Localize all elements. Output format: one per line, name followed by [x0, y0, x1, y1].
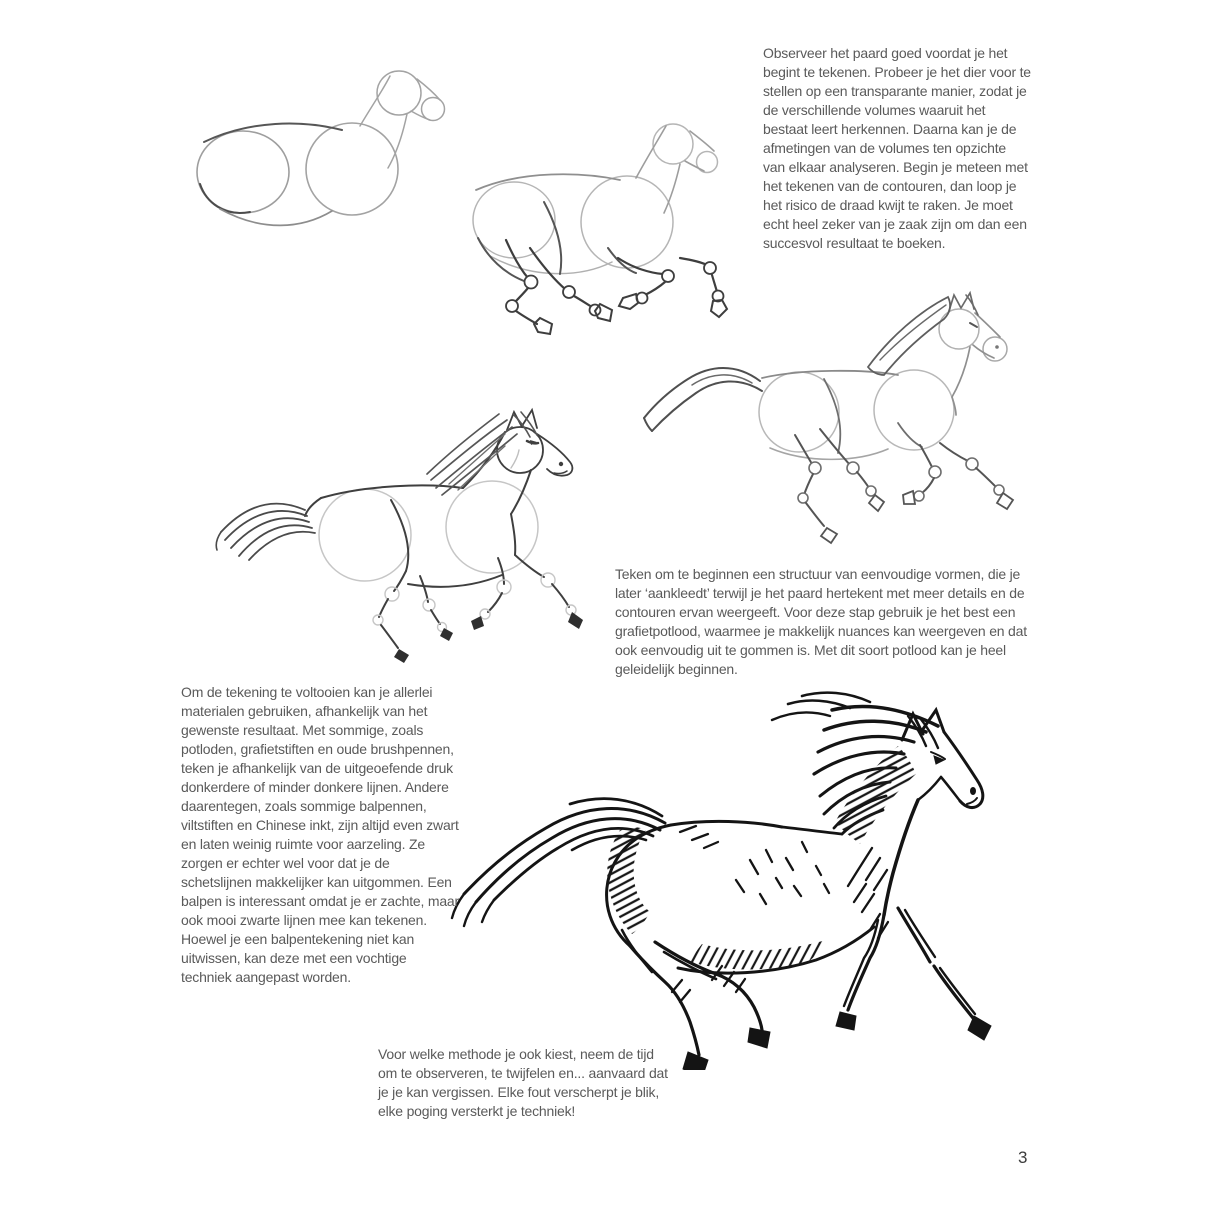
paragraph-observe: Observeer het paard goed voordat je het begint te tekenen. Probeer je het dier voor te stellen op een transparante manier, zodat je de verschillende volumes waaruit het bestaat leert herkennen. Daarna kan je de afmetingen van de volumes ten opzichte van elkaar analyseren. Begin je meteen met het tekenen van de contouren, dan loop je het risico de draad kwijt te raken. Je moet echt heel zeker van je zaak zijn om dan een succesvol resultaat te boeken.	[763, 45, 1031, 251]
paragraph-materials: Om de tekening te voltooien kan je allerlei materialen gebruiken, afhankelijk van het gewenste resultaat. Met sommige, zoals potloden, grafietstiften en oude brushpennen, teken je afhankelijk van de uitgeoefende druk donkerdere of minder donkere lijnen. Andere daarentegen, zoals sommige balpennen, viltstiften en Chinese inkt, zijn altijd even zwart en laten weinig ruimte voor aarzeling. Ze zorgen er echter wel voor dat je de schetslijnen makkelijker kan uitgommen. Een balpen is interessant omdat je er zachte, maar ook mooi zwarte lijnen mee kan tekenen. Hoewel je een balpentekening niet kan uitwissen, kan deze met een vochtige techniek aangepast worden.	[181, 684, 459, 985]
figure-step4-pencil-drawing	[215, 400, 620, 670]
figure-step3-structure-mane-tail	[640, 285, 1035, 555]
page-number: 3	[1018, 1148, 1028, 1167]
figure-step1-basic-volumes	[190, 62, 480, 247]
paragraph-method: Voor welke methode je ook kiest, neem de tijd om te observeren, te twijfelen en... aanvaard dat je je kan vergissen. Elke fout verscherpt je blik, elke poging versterkt je techniek!	[378, 1046, 668, 1119]
paragraph-structure: Teken om te beginnen een structuur van eenvoudige vormen, die je later ‘aankleedt’ terwijl je het paard hertekent met meer details en de contouren ervan weergeeft. Voor deze stap gebruik je het best een grafietpotlood, waarmee je makkelijk nuances kan weergeven en dat ook eenvoudig uit te gommen is. Met dit soort potlood kan je heel geleidelijk beginnen.	[615, 566, 1027, 677]
figure-step5-ink-drawing	[450, 680, 1010, 1070]
